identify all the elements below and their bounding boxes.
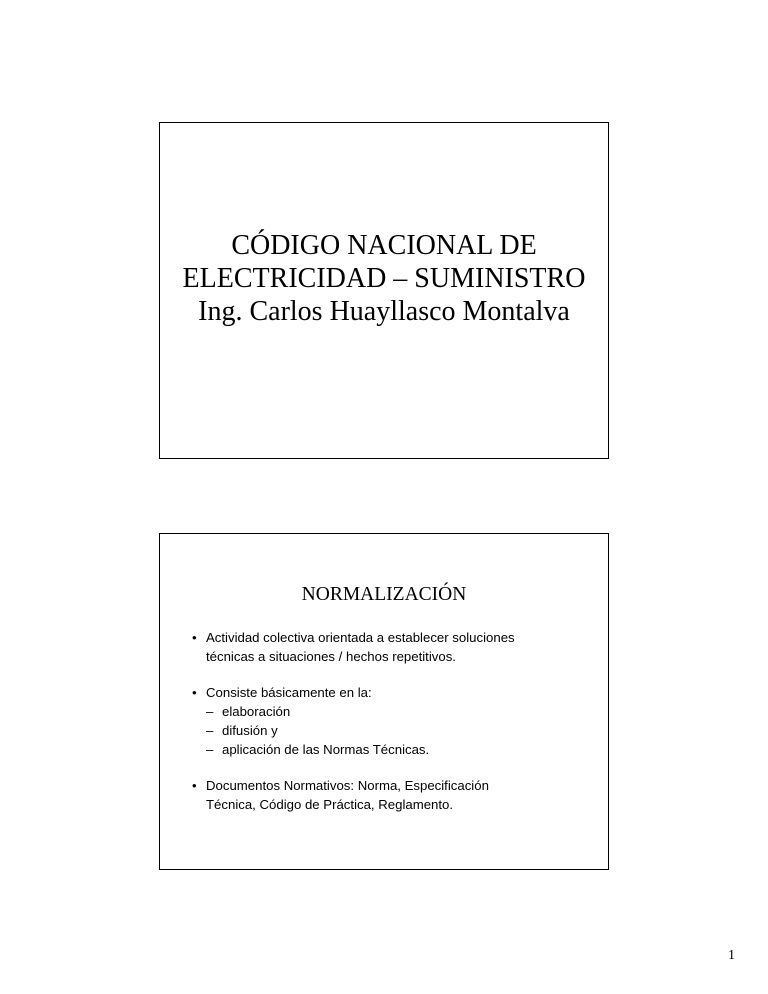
bullet-item bbox=[192, 776, 596, 814]
bullet-line: Documentos Normativos: Norma, Especificación bbox=[206, 778, 489, 793]
bullet-item bbox=[192, 683, 596, 759]
dash-icon: – bbox=[206, 723, 214, 738]
sub-item bbox=[206, 740, 596, 759]
sub-list bbox=[206, 702, 596, 759]
page-number: 1 bbox=[728, 948, 735, 963]
title-line-1: CÓDIGO NACIONAL DE bbox=[231, 230, 537, 261]
slide-1-title bbox=[160, 229, 608, 328]
bullet-line: Consiste básicamente en la: bbox=[206, 685, 372, 700]
title-line-3: Ing. Carlos Huayllasco Montalva bbox=[198, 296, 570, 327]
bullet-icon: • bbox=[192, 685, 197, 700]
sub-item bbox=[206, 702, 596, 721]
dash-icon: – bbox=[206, 704, 214, 719]
slide-1 bbox=[159, 122, 609, 459]
bullet-line: Actividad colectiva orientada a establecer soluciones bbox=[206, 630, 515, 645]
dash-icon: – bbox=[206, 742, 214, 757]
title-line-2: ELECTRICIDAD – SUMINISTRO bbox=[182, 263, 586, 294]
sub-item bbox=[206, 721, 596, 740]
bullet-line: técnicas a situaciones / hechos repetitivos. bbox=[206, 649, 456, 664]
slide-2-title: NORMALIZACIÓN bbox=[301, 584, 467, 605]
bullet-icon: • bbox=[192, 778, 197, 793]
bullet-item bbox=[192, 628, 596, 666]
slide-2 bbox=[159, 533, 609, 870]
bullet-list bbox=[192, 628, 596, 831]
bullet-icon: • bbox=[192, 630, 197, 645]
bullet-line: Técnica, Código de Práctica, Reglamento. bbox=[206, 797, 454, 812]
sub-item-text: difusión y bbox=[222, 723, 278, 738]
sub-item-text: aplicación de las Normas Técnicas. bbox=[222, 742, 430, 757]
sub-item-text: elaboración bbox=[222, 704, 291, 719]
